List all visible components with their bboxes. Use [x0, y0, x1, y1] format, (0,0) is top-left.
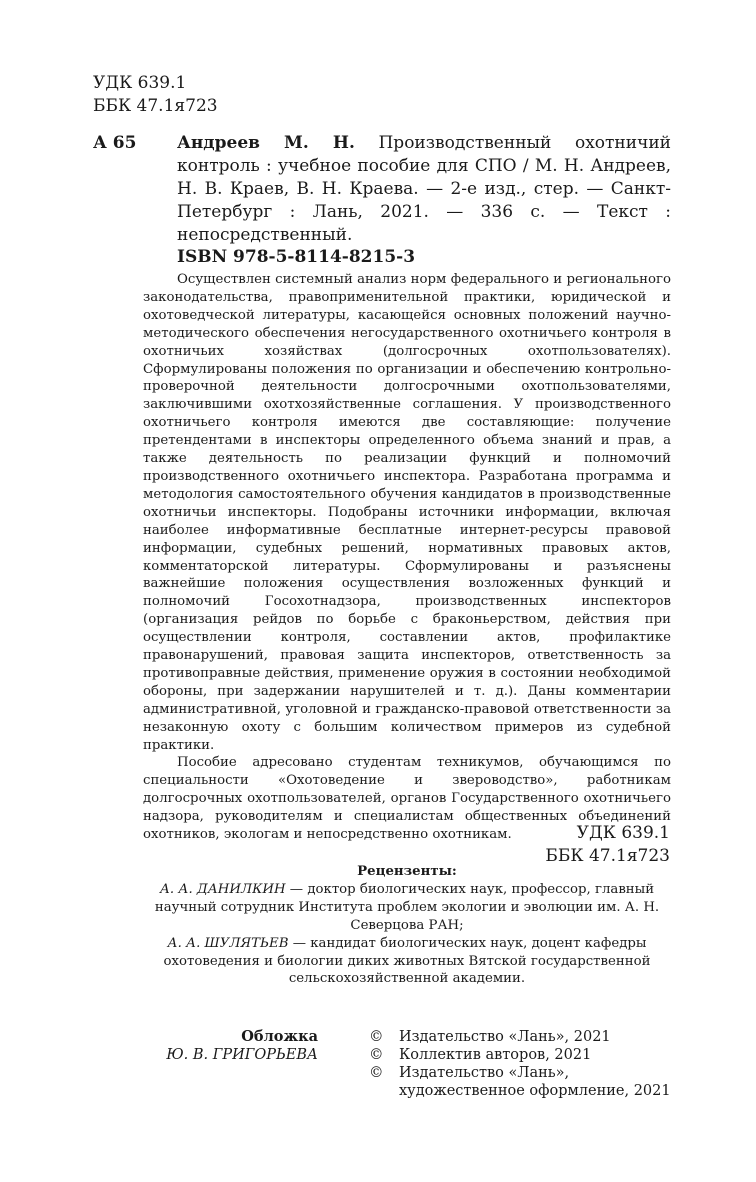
reviewer-1-name: А. А. ДАНИЛКИН — [159, 881, 286, 897]
author-mark: А 65 — [93, 133, 137, 153]
copyright-line — [369, 1064, 674, 1100]
cover-credit — [166, 1028, 318, 1064]
copyright-icon: © — [369, 1029, 384, 1045]
copyright-text: Издательство «Лань», художественное оформление, 2021 — [399, 1065, 671, 1099]
bbk-code: ББК 47.1я723 — [93, 96, 218, 116]
copyright-icon: © — [369, 1065, 384, 1081]
author-name: Андреев М. Н. — [177, 133, 355, 153]
bibliographic-text: Производственный охотничий контроль : учебное пособие для СПО / М. Н. Андреев, Н. В. Краев, В. Н. Краева. — 2-е изд., стер. — Санкт-Петербург : Лань, 2021. — 336 с. — Текст : непосредственный. — [177, 133, 671, 245]
reviewer-2-description: — кандидат биологических наук, доцент кафедры охотоведения и биологии диких животных Вятской государственной сельскохозяйственной академии. — [163, 935, 651, 987]
reviewers-title: Рецензенты: — [357, 864, 457, 879]
abstract — [143, 271, 671, 844]
cover-title: Обложка — [241, 1028, 318, 1045]
reviewer-2-name: А. А. ШУЛЯТЬЕВ — [167, 935, 289, 951]
abstract-paragraph-2: Пособие адресовано студентам техникумов, обучающимся по специальности «Охотоведение и звероводство», работникам долгосрочных охотпользователей, органов Государственного охотничьего надзора, руководителям и специалистам общественных объединений охотников, экологам и непосредственно охотникам. — [143, 755, 671, 843]
udk-code: УДК 639.1 — [93, 73, 187, 93]
classification-codes-top — [93, 72, 218, 118]
copyright-icon: © — [369, 1047, 384, 1063]
reviewers-block — [143, 863, 671, 988]
bibliographic-record — [177, 132, 671, 247]
reviewer-2 — [143, 935, 671, 989]
reviewer-1-description: — доктор биологических наук, профессор, главный научный сотрудник Института проблем экологии и эволюции им. А. Н. Северцова РАН; — [154, 881, 660, 933]
abstract-paragraph-1: Осуществлен системный анализ норм федерального и регионального законодательства, правоприменительной практики, юридической и охотоведческой литературы, касающейся основных положений научно-методического обеспечения негосударственного охотничьего контроля в охотничьих хозяйствах (долгосрочных охотпользователях). Сформулированы положения по организации и обеспечению контрольно-проверочной деятельности долгосрочными охотпользователями, заключившими охотхозяйственные соглашения. У производственного охотничьего контроля имеются две составляющие: получение претендентами в инспекторы определенного объема знаний и прав, а также деятельность по реализации функций и полномочий производственного охотничьего инспектора. Разработана программа и методология самостоятельного обучения кандидатов в производственные охотничьи инспекторы. Подобраны источники информации, включая наиболее информативные бесплатные интернет-ресурсы правовой информации, судебных решений, нормативных правовых актов, комментаторской литературы. Сформулированы и разъяснены важнейшие положения осуществления возложенных функций и полномочий Госохотнадзора, производственных инспекторов (организация рейдов по борьбе с браконьерством, действия при осуществлении контроля, составлении актов, профилактике правонарушений, правовая защита инспекторов, ответственность за противоправные действия, применение оружия в состоянии необходимой обороны, при задержании нарушителей и т. д.). Даны комментарии административной, уголовной и гражданско-правовой ответственности за незаконную охоту с большим количеством примеров из судебной практики. — [143, 272, 671, 753]
cover-designer: Ю. В. ГРИГОРЬЕВА — [166, 1047, 318, 1063]
copyright-text: Издательство «Лань», 2021 — [399, 1029, 611, 1045]
classification-codes-bottom — [545, 822, 670, 868]
copyright-line — [369, 1028, 674, 1046]
copyright-text: Коллектив авторов, 2021 — [399, 1047, 592, 1063]
bbk-code: ББК 47.1я723 — [545, 846, 670, 866]
copyright-line — [369, 1046, 674, 1064]
copyright-block — [369, 1028, 674, 1100]
isbn: ISBN 978-5-8114-8215-3 — [177, 247, 416, 267]
reviewer-1 — [143, 881, 671, 935]
udk-code: УДК 639.1 — [576, 823, 670, 843]
